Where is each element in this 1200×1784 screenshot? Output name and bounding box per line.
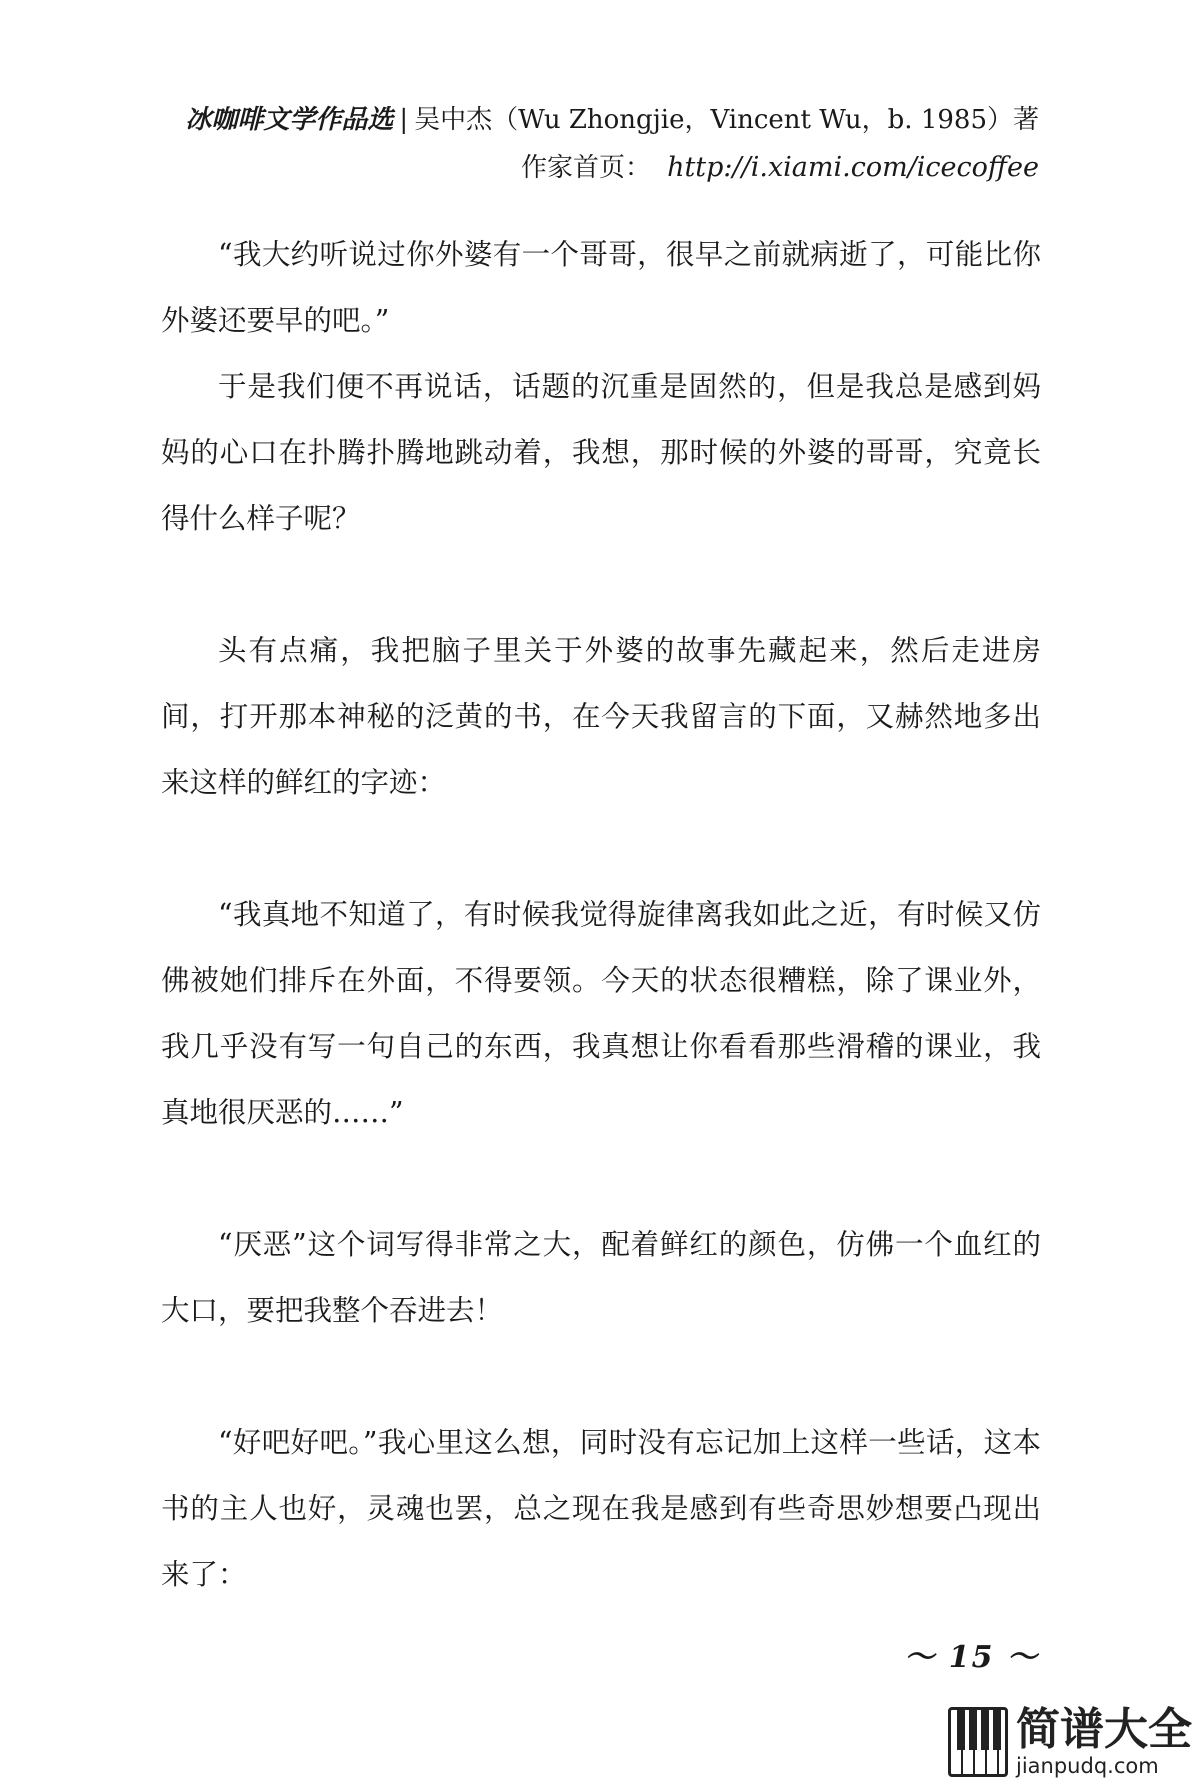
watermark-title: 简谱大全 [1016, 1704, 1192, 1755]
header-separator: | [399, 105, 409, 135]
piano-black-key [993, 1710, 1001, 1750]
piano-black-key [981, 1710, 989, 1750]
series-title: 冰咖啡文学作品选 [185, 105, 394, 135]
header-homepage-line [185, 144, 1039, 192]
paragraph: 头有点痛，我把脑子里关于外婆的故事先藏起来，然后走进房间，打开那本神秘的泛黄的书，在今天我留言的下面，又赫然地多出来这样的鲜红的字迹： [161, 634, 1041, 799]
paragraph-gap [161, 552, 1041, 618]
author-credit: 吴中杰（Wu Zhongjie，Vincent Wu，b. 1985）著 [414, 105, 1039, 135]
page-number: ～ 15 ～ [904, 1640, 1039, 1675]
homepage-url: http://i.xiami.com/icecoffee [667, 152, 1039, 183]
watermark [948, 1706, 1192, 1778]
paragraph-gap [161, 816, 1041, 882]
page-header [185, 96, 1039, 192]
piano-icon [948, 1707, 1008, 1777]
paragraph: “我大约听说过你外婆有一个哥哥，很早之前就病逝了，可能比你外婆还要早的吧。” [161, 238, 1041, 337]
paragraph-gap [161, 1344, 1041, 1410]
body-text [161, 222, 1041, 1608]
paragraph-gap [161, 1146, 1041, 1212]
piano-black-key [957, 1710, 965, 1750]
watermark-domain: jianpudq.com [1016, 1754, 1159, 1778]
paragraph: “好吧好吧。”我心里这么想，同时没有忘记加上这样一些话，这本书的主人也好，灵魂也罢，总之现在我是感到有些奇思妙想要凸现出来了： [161, 1426, 1041, 1591]
piano-black-key [969, 1710, 977, 1750]
homepage-label: 作家首页： [521, 153, 652, 183]
paragraph: 于是我们便不再说话，话题的沉重是固然的，但是我总是感到妈妈的心口在扑腾扑腾地跳动着，我想，那时候的外婆的哥哥，究竟长得什么样子呢？ [161, 370, 1041, 535]
header-title-line [185, 96, 1039, 144]
paragraph: “我真地不知道了，有时候我觉得旋律离我如此之近，有时候又仿佛被她们排斥在外面，不得要领。今天的状态很糟糕，除了课业外，我几乎没有写一句自己的东西，我真想让你看看那些滑稽的课业，我真地很厌恶的……” [161, 898, 1041, 1129]
paragraph: “厌恶”这个词写得非常之大，配着鲜红的颜色，仿佛一个血红的大口，要把我整个吞进去！ [161, 1228, 1041, 1327]
watermark-text [1016, 1706, 1192, 1778]
